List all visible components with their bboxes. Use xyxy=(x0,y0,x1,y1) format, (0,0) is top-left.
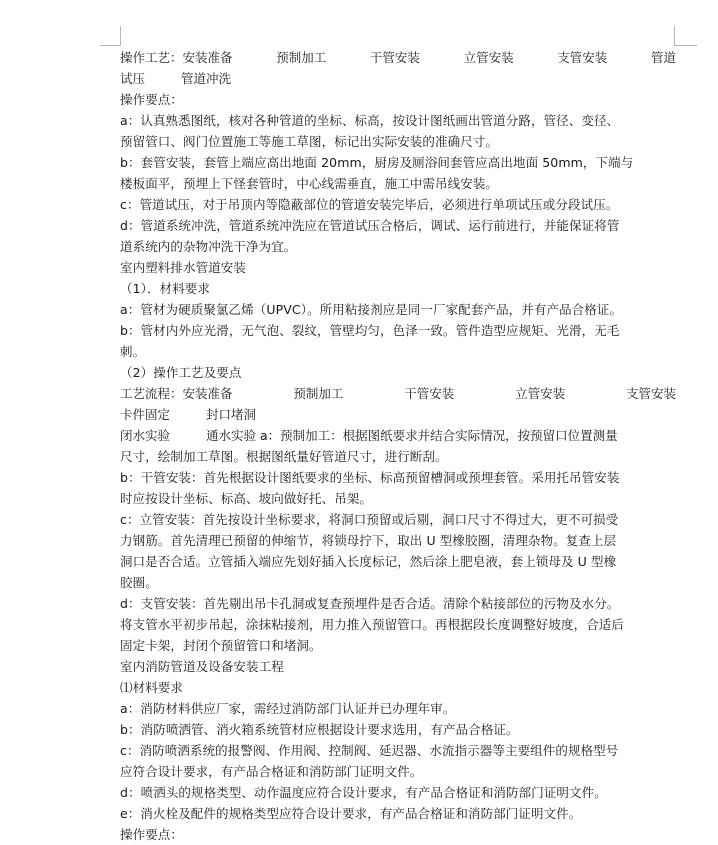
section-heading: 操作要点： xyxy=(120,92,184,107)
paragraph-line: 道系统内的杂物冲洗干净为宜。 xyxy=(120,239,297,254)
process-step: 管道冲洗 xyxy=(181,71,232,86)
process-step: 干管安装 xyxy=(404,386,455,401)
process-step: 管道 xyxy=(650,50,676,65)
paragraph-line: e：消火栓及配件的规格类型应符合设计要求，有产品合格证和消防部门证明文件。 xyxy=(120,806,582,821)
process-step: 封口堵洞 xyxy=(206,407,257,422)
paragraph-line: d：支管安装：首先剔出吊卡孔洞或复查预埋件是否合适。清除个粘接部位的污物及水分。 xyxy=(120,596,620,611)
paragraph-line: 应符合设计要求，有产品合格证和消防部门证明文件。 xyxy=(120,764,423,779)
paragraph-line: c：管道试压，对于吊顶内等隐蔽部位的管道安装完毕后，必须进行单项试压或分段试压。 xyxy=(120,197,619,212)
subsection-heading: ⑴材料要求 xyxy=(120,680,184,695)
paragraph-line: c：消防喷洒系统的报警阀、作用阀、控制阀、延迟器、水流指示器等主要组件的规格型号 xyxy=(120,743,619,758)
process-step: 支管安装 xyxy=(625,386,676,401)
section-heading: 室内塑料排水管道安装 xyxy=(120,260,247,275)
paragraph-line: 尺寸，绘制加工草图。根据图纸量好管道尺寸，进行断刮。 xyxy=(120,449,448,464)
paragraph-line: 楼板面平，预埋上下怪套管时，中心线需垂直，施工中需吊线安装。 xyxy=(120,176,499,191)
process-flow-heading xyxy=(120,47,676,68)
margin-corner-top-right-vertical xyxy=(674,26,675,46)
paragraph-line: 洞口是否合适。立管插入端应先划好插入长度标记，然后涂上肥皂液，套上锁母及 U 型橡 xyxy=(120,554,617,569)
paragraph-line: 时应按设计坐标、标高、坡向做好托、吊架。 xyxy=(120,491,373,506)
paragraph-line: b：套管安装，套管上端应高出地面 20mm，厨房及厕浴间套管应高出地面 50mm，下端与 xyxy=(120,155,634,170)
paragraph-line: d：喷洒头的规格类型、动作温度应符合设计要求，有产品合格证和消防部门证明文件。 xyxy=(120,785,607,800)
process-step: 预制加工 xyxy=(276,50,327,65)
process-step: 立管安装 xyxy=(463,50,514,65)
paragraph-line: a：认真熟悉图纸，核对各种管道的坐标、标高，按设计图纸画出管道分路，管径、变径、 xyxy=(120,113,620,128)
process-step: 支管安装 xyxy=(557,50,608,65)
margin-corner-top-left-horizontal xyxy=(100,45,120,46)
paragraph-line: 预留管口、阀门位置施工等施工草图，标记出实际安装的准确尺寸。 xyxy=(120,134,499,149)
paragraph-line: d：管道系统冲洗，管道系统冲洗应在管道试压合格后，调试、运行前进行，并能保证将管 xyxy=(120,218,620,233)
process-step: 预制加工 xyxy=(293,386,344,401)
paragraph-line: b：消防喷洒管、消火箱系统管材应根据设计要求选用，有产品合格证。 xyxy=(120,722,519,737)
paragraph-line: 胶圈。 xyxy=(120,575,158,590)
section-heading: 室内消防管道及设备安装工程 xyxy=(120,659,284,674)
paragraph-line: 力钢筋。首先清理已预留的伸缩节，将锁母拧下，取出 U 型橡胶圈，清理杂物。复查上层 xyxy=(120,533,617,548)
process-step: 立管安装 xyxy=(515,386,566,401)
section-heading: 操作要点： xyxy=(120,827,184,842)
process-step: 卡件固定 xyxy=(120,407,171,422)
paragraph-line: a：消防材料供应厂家，需经过消防部门认证并已办理年审。 xyxy=(120,701,456,716)
process-flow-heading-continued xyxy=(120,68,676,89)
margin-corner-top-left-vertical xyxy=(120,26,121,46)
paragraph-line: a：管材为硬质聚氯乙烯（UPVC）。所用粘接剂应是同一厂家配套产品，并有产品合格证。 xyxy=(120,302,623,317)
paragraph-line: c：立管安装：首先按设计坐标要求，将洞口预留或后剔，洞口尺寸不得过大，更不可损受 xyxy=(120,512,619,527)
paragraph-line: 固定卡架，封闭个预留管口和堵洞。 xyxy=(120,638,322,653)
process-flow-drainage-continued-2 xyxy=(120,425,676,446)
process-flow-drainage xyxy=(120,383,676,404)
paragraph-line: 刺。 xyxy=(120,344,146,359)
process-step: 试压 xyxy=(120,71,146,86)
subsection-heading: （2）操作工艺及要点 xyxy=(120,365,242,380)
document-body xyxy=(120,47,676,845)
process-step: 通水实验 a：预制加工：根据图纸要求并结合实际情况，按预留口位置测量 xyxy=(206,428,618,443)
margin-corner-top-right-horizontal xyxy=(675,45,697,46)
process-flow-start: 工艺流程：安装准备 xyxy=(120,386,233,401)
process-step: 干管安装 xyxy=(369,50,420,65)
process-flow-start: 操作工艺：安装准备 xyxy=(120,50,233,65)
subsection-heading: （1）．材料要求 xyxy=(120,281,211,296)
paragraph-line: b：管材内外应光滑，无气泡、裂纹，管壁均匀，色泽一致。管件造型应规矩、光滑，无毛 xyxy=(120,323,620,338)
paragraph-line: b：干管安装：首先根据设计图纸要求的坐标、标高预留槽洞或预埋套管。采用托吊管安装 xyxy=(120,470,620,485)
process-flow-drainage-continued xyxy=(120,404,676,425)
paragraph-line: 将支管水平初步吊起，涂抹粘接剂，用力推入预留管口。再根据段长度调整好坡度，合适后 xyxy=(120,617,625,632)
process-step: 闭水实验 xyxy=(120,428,171,443)
